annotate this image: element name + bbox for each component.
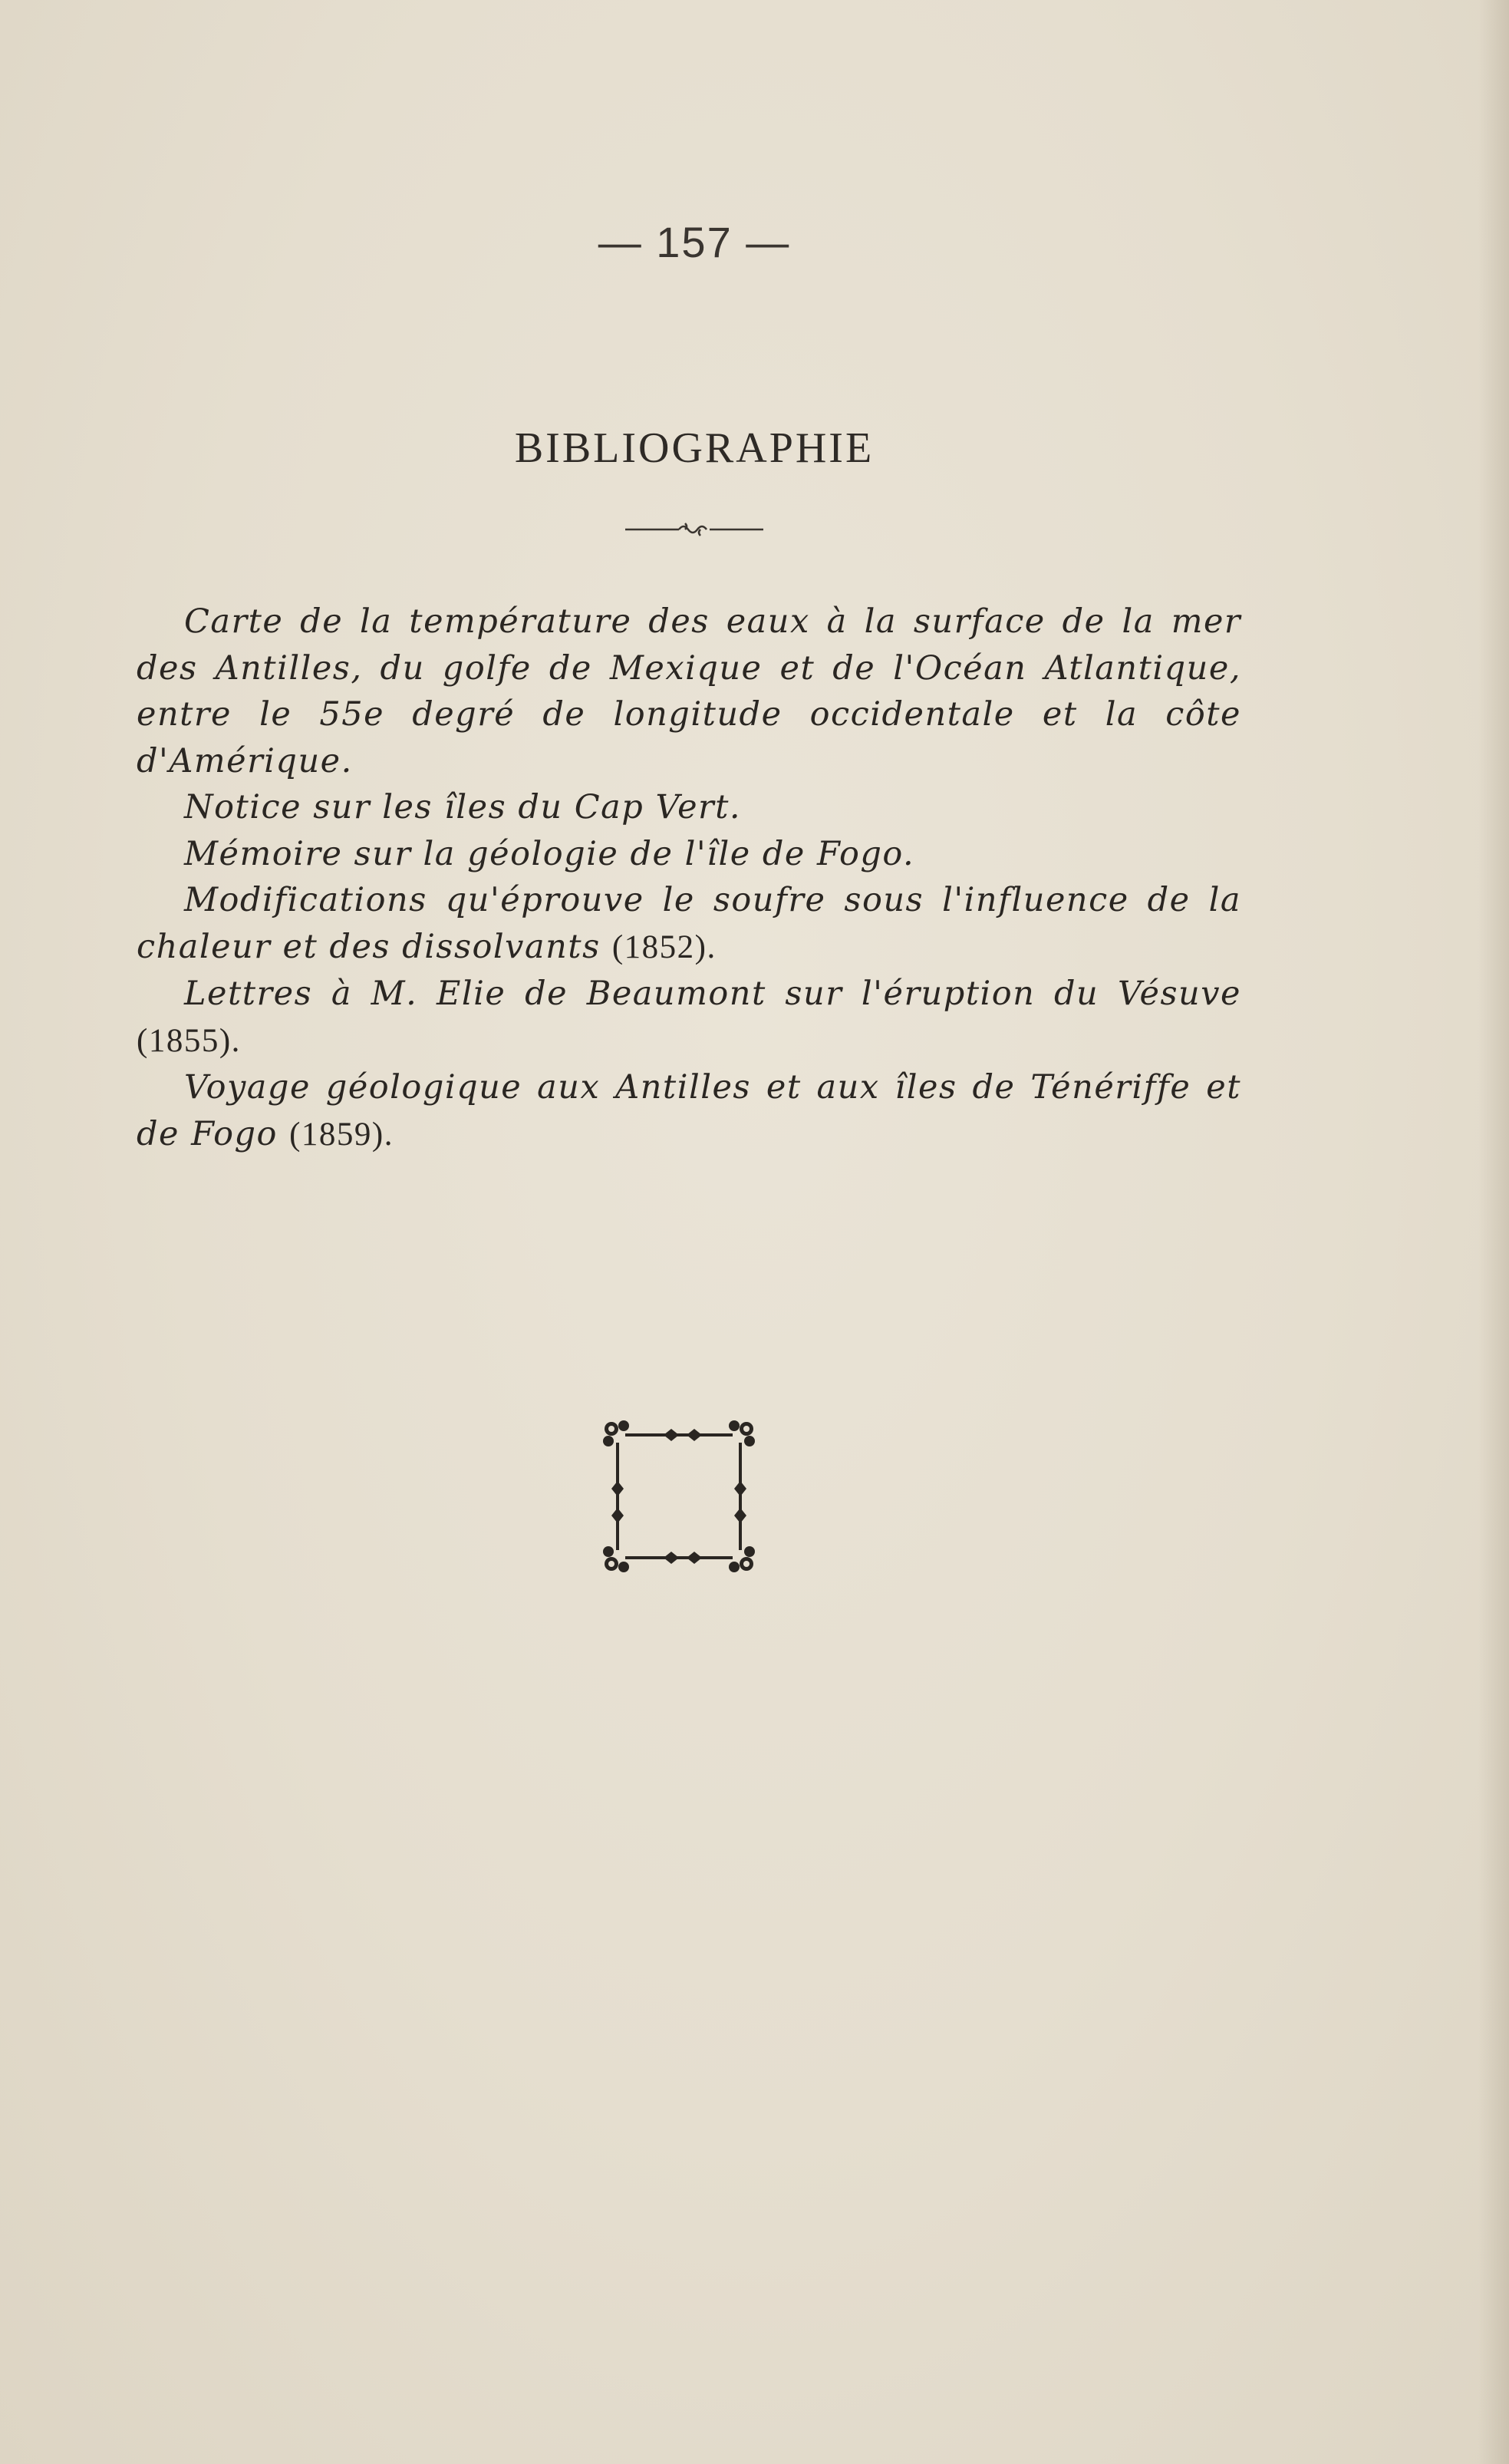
fleuron-square-icon (595, 1412, 763, 1581)
page-edge-shadow (1478, 0, 1509, 2464)
bibliography-entry (137, 784, 1241, 831)
bibliography-list (137, 599, 1241, 1158)
entry-title: Notice sur les îles du Cap Vert. (184, 788, 742, 826)
entry-date: (1855). (137, 1022, 241, 1059)
entry-title: Lettres à M. Elie de Beaumont sur l'éruption du Vésuve (184, 975, 1241, 1013)
bibliography-entry (137, 971, 1241, 1064)
page-number: — 157 — (598, 218, 791, 266)
bibliography-entry (137, 1064, 1241, 1158)
bibliography-entry (137, 599, 1241, 784)
entry-date: (1852). (611, 929, 717, 965)
entry-title: Voyage géologique aux Antilles et aux îles de Ténériffe et de Fogo (137, 1068, 1241, 1153)
bibliography-entry (137, 877, 1241, 971)
entry-date: (1859). (289, 1116, 394, 1153)
page-title: BIBLIOGRAPHIE (514, 424, 875, 472)
entry-title: Mémoire sur la géologie de l'île de Fogo. (184, 834, 915, 873)
entry-title: Modifications qu'éprouve le soufre sous l'influence de la chaleur et des dissolvants (137, 881, 1241, 966)
bibliography-entry (137, 831, 1241, 878)
decorative-rule-icon (625, 516, 763, 539)
entry-title: Carte de la température des eaux à la surface de la mer des Antilles, du golfe de Mexique et de l'Océan Atlantique, entre le 55e degré de longitude occidentale et la côte d'Amérique. (137, 602, 1241, 780)
